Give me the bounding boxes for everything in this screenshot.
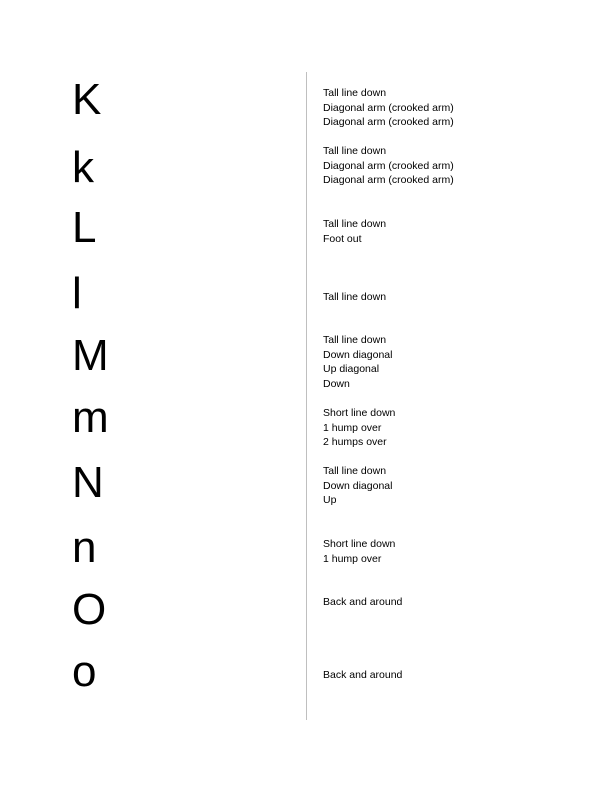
instructions-O-upper: [323, 595, 402, 610]
instruction-line: Down: [323, 377, 350, 390]
instructions-M-upper: [323, 333, 392, 391]
letter-K-upper: K: [72, 75, 102, 124]
instruction-line: Up: [323, 494, 337, 507]
instructions-L-upper: [323, 217, 386, 246]
instruction-line: Back and around: [323, 669, 403, 681]
instruction-line: Tall line down: [323, 291, 387, 303]
instruction-line: Tall line down: [323, 218, 387, 230]
instruction-line: Tall line down: [323, 87, 387, 99]
instruction-line: Up diagonal: [323, 363, 380, 376]
instruction-line: Back and around: [323, 596, 403, 608]
letter-L-upper: L: [72, 203, 97, 252]
letter-k-lower: k: [72, 143, 94, 192]
instruction-line: Down diagonal: [323, 479, 393, 492]
instruction-line: Down diagonal: [323, 348, 393, 361]
instructions-n-lower: [323, 537, 395, 566]
instructions-k-lower: [323, 144, 454, 188]
instructions-N-upper: [323, 464, 392, 508]
instruction-line: Diagonal arm (crooked arm): [323, 159, 454, 172]
letter-O-upper: O: [72, 585, 107, 634]
instruction-line: 2 humps over: [323, 436, 387, 449]
letter-o-lower: o: [72, 647, 97, 696]
instruction-line: Diagonal arm (crooked arm): [323, 116, 454, 129]
instruction-line: Diagonal arm (crooked arm): [323, 101, 454, 114]
instruction-line: Short line down: [323, 538, 396, 550]
instructions-m-lower: [323, 406, 395, 450]
instructions-l-lower: [323, 290, 386, 305]
column-divider: [306, 72, 307, 720]
letter-l-lower: l: [72, 269, 82, 318]
instructions-K-upper: [323, 86, 454, 130]
instruction-line: 1 hump over: [323, 552, 382, 565]
instruction-line: Tall line down: [323, 145, 387, 157]
instruction-line: 1 hump over: [323, 421, 382, 434]
letter-N-upper: N: [72, 458, 104, 507]
instruction-line: Short line down: [323, 407, 396, 419]
letter-M-upper: M: [72, 331, 109, 380]
instruction-line: Diagonal arm (crooked arm): [323, 174, 454, 187]
instruction-line: Tall line down: [323, 465, 387, 477]
instructions-o-lower: [323, 668, 402, 683]
instruction-line: Foot out: [323, 232, 362, 245]
instruction-line: Tall line down: [323, 334, 387, 346]
letter-m-lower: m: [72, 393, 109, 442]
letter-n-lower: n: [72, 523, 97, 572]
